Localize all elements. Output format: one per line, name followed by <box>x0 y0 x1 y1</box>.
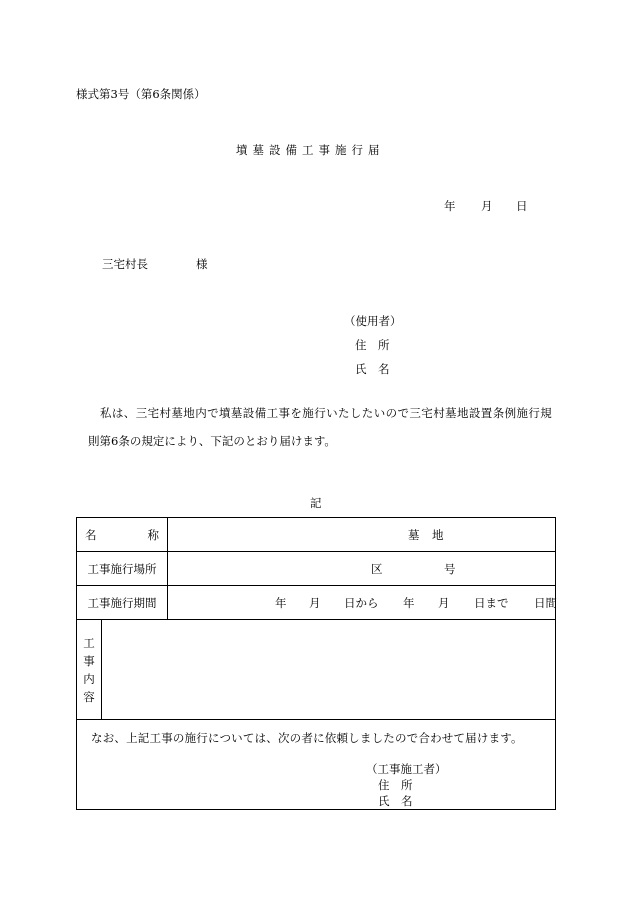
period-month-1: 月 <box>309 596 321 610</box>
period-days: 日間 <box>534 596 557 610</box>
content-char-4: 容 <box>83 690 95 704</box>
form-number: 様式第3号（第6条関係） <box>76 87 206 101</box>
content-char-2: 事 <box>83 654 95 668</box>
addressee-honorific: 様 <box>196 257 208 271</box>
table-row-place <box>77 552 555 586</box>
contractor-address-label: 住 所 <box>378 778 413 792</box>
place-ku: 区 <box>371 562 383 576</box>
date-day: 日 <box>516 199 528 213</box>
details-table <box>76 517 556 810</box>
footer-note: なお、上記工事の施行については、次の者に依頼しましたので合わせて届けます。 <box>91 731 523 745</box>
period-year-2: 年 <box>403 596 415 610</box>
table-row-name <box>77 518 555 552</box>
name-label-right: 称 <box>147 527 159 542</box>
period-year-1: 年 <box>275 596 287 610</box>
name-label-cell <box>77 518 168 551</box>
ki-heading: 記 <box>310 496 322 510</box>
period-label-cell <box>77 586 168 619</box>
content-label-cell <box>77 620 102 719</box>
table-footer <box>77 720 555 809</box>
name-value-2: 地 <box>432 528 444 542</box>
place-label-cell <box>77 552 168 585</box>
date-month: 月 <box>481 199 493 213</box>
period-day-until: 日まで <box>474 596 509 610</box>
applicant-heading: （使用者） <box>344 314 402 328</box>
place-go: 号 <box>444 562 456 576</box>
content-value-area[interactable] <box>102 620 555 719</box>
period-month-2: 月 <box>438 596 450 610</box>
period-day-from: 日から <box>344 596 379 610</box>
place-value-cell <box>168 552 555 585</box>
table-row-content <box>77 620 555 720</box>
date-year: 年 <box>444 199 456 213</box>
name-label-left: 名 <box>85 527 97 542</box>
content-char-3: 内 <box>83 672 95 686</box>
period-value-cell <box>168 586 555 619</box>
document-title: 墳墓設備工事施行届 <box>236 143 385 157</box>
contractor-name-label: 氏 名 <box>378 794 413 808</box>
contractor-heading: （工事施工者） <box>366 762 447 776</box>
body-line-2: 則第6条の規定により、下記のとおり届けます。 <box>88 434 336 448</box>
content-char-1: 工 <box>83 636 95 650</box>
name-value-1: 墓 <box>408 528 420 542</box>
period-label: 工事施行期間 <box>87 595 157 610</box>
applicant-name-label: 氏 名 <box>355 362 390 376</box>
applicant-address-label: 住 所 <box>355 338 390 352</box>
name-value-cell <box>168 518 555 551</box>
addressee-name: 三宅村長 <box>102 257 148 271</box>
body-line-1: 私は、三宅村墓地内で墳墓設備工事を施行いたしたいので三宅村墓地設置条例施行規 <box>100 406 553 420</box>
place-label: 工事施行場所 <box>87 561 157 576</box>
table-row-period <box>77 586 555 620</box>
